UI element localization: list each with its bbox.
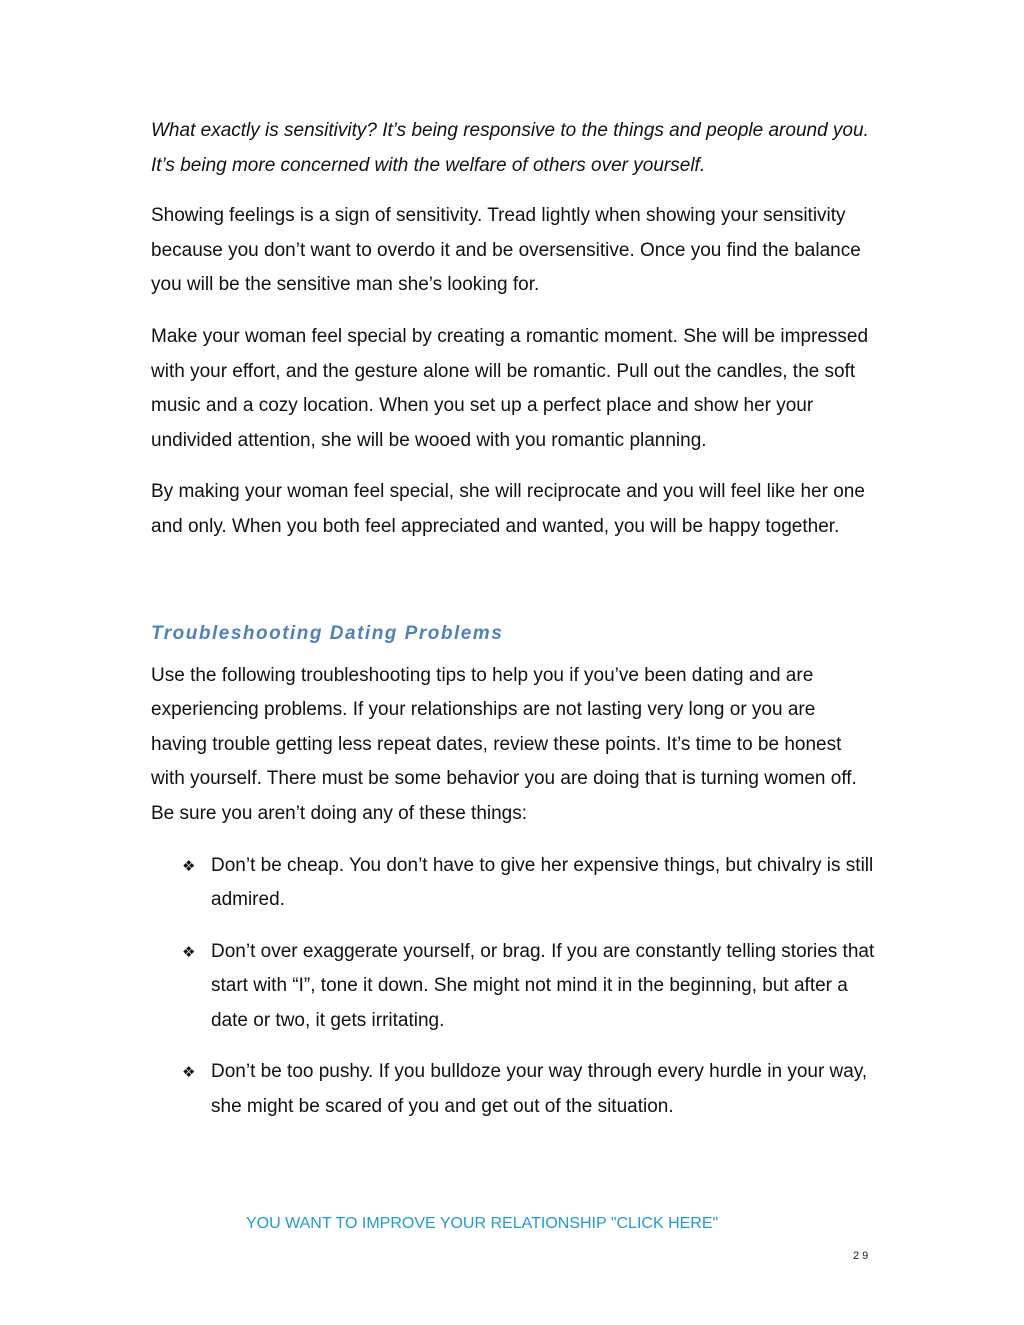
improve-relationship-link[interactable]: YOU WANT TO IMPROVE YOUR RELATIONSHIP "CLICK HERE" [246,1215,719,1232]
tips-list [151,849,875,1125]
body-paragraph: Make your woman feel special by creating a romantic moment. She will be impressed with your effort, and the gesture alone will be romantic. Pull out the candles, the soft music and a cozy location. When you set up a perfect place and show her your undivided attention, she will be wooed with you romantic planning. [151,325,869,451]
list-item-text: Don’t be cheap. You don’t have to give her expensive things, but chivalry is still admired. [211,854,874,911]
list-item-text: Don’t be too pushy. If you bulldoze your way through every hurdle in your way, she might be scared of you and get out of the situation. [211,1061,868,1118]
body-paragraph: By making your woman feel special, she will reciprocate and you will feel like her one and only. When you both feel appreciated and wanted, you will be happy together. [151,481,865,537]
section-intro-paragraph: Use the following troubleshooting tips to help you if you’ve been dating and are experiencing problems. If your relationships are not lasting very long or you are having trouble getting less repeat dates, review these points. It’s time to be honest with yourself. There must be some behavior you are doing that is turning women off. Be sure you aren’t doing any of these things: [151,664,857,824]
body-paragraph: Showing feelings is a sign of sensitivity. Tread lightly when showing your sensitivity because you don’t want to overdo it and be oversensitive. Once you find the balance you will be the sensitive man she’s looking for. [151,205,861,296]
list-item [151,849,875,918]
list-item-text: Don’t over exaggerate yourself, or brag. If you are constantly telling stories that start with “I”, tone it down. She might not mind it in the beginning, but after a date or two, it gets irritating. [211,940,875,1031]
section-heading: Troubleshooting Dating Problems [151,622,504,644]
intro-paragraph: What exactly is sensitivity? It’s being responsive to the things and people around you. It’s being more concerned with the welfare of others over yourself. [151,120,869,176]
list-item [151,1055,875,1124]
diamond-bullet-icon: ❖ [182,856,196,875]
diamond-bullet-icon: ❖ [182,942,196,961]
diamond-bullet-icon: ❖ [182,1063,196,1082]
list-item [151,935,875,1039]
document-page [151,114,875,1142]
page-number: 29 [853,1250,872,1262]
